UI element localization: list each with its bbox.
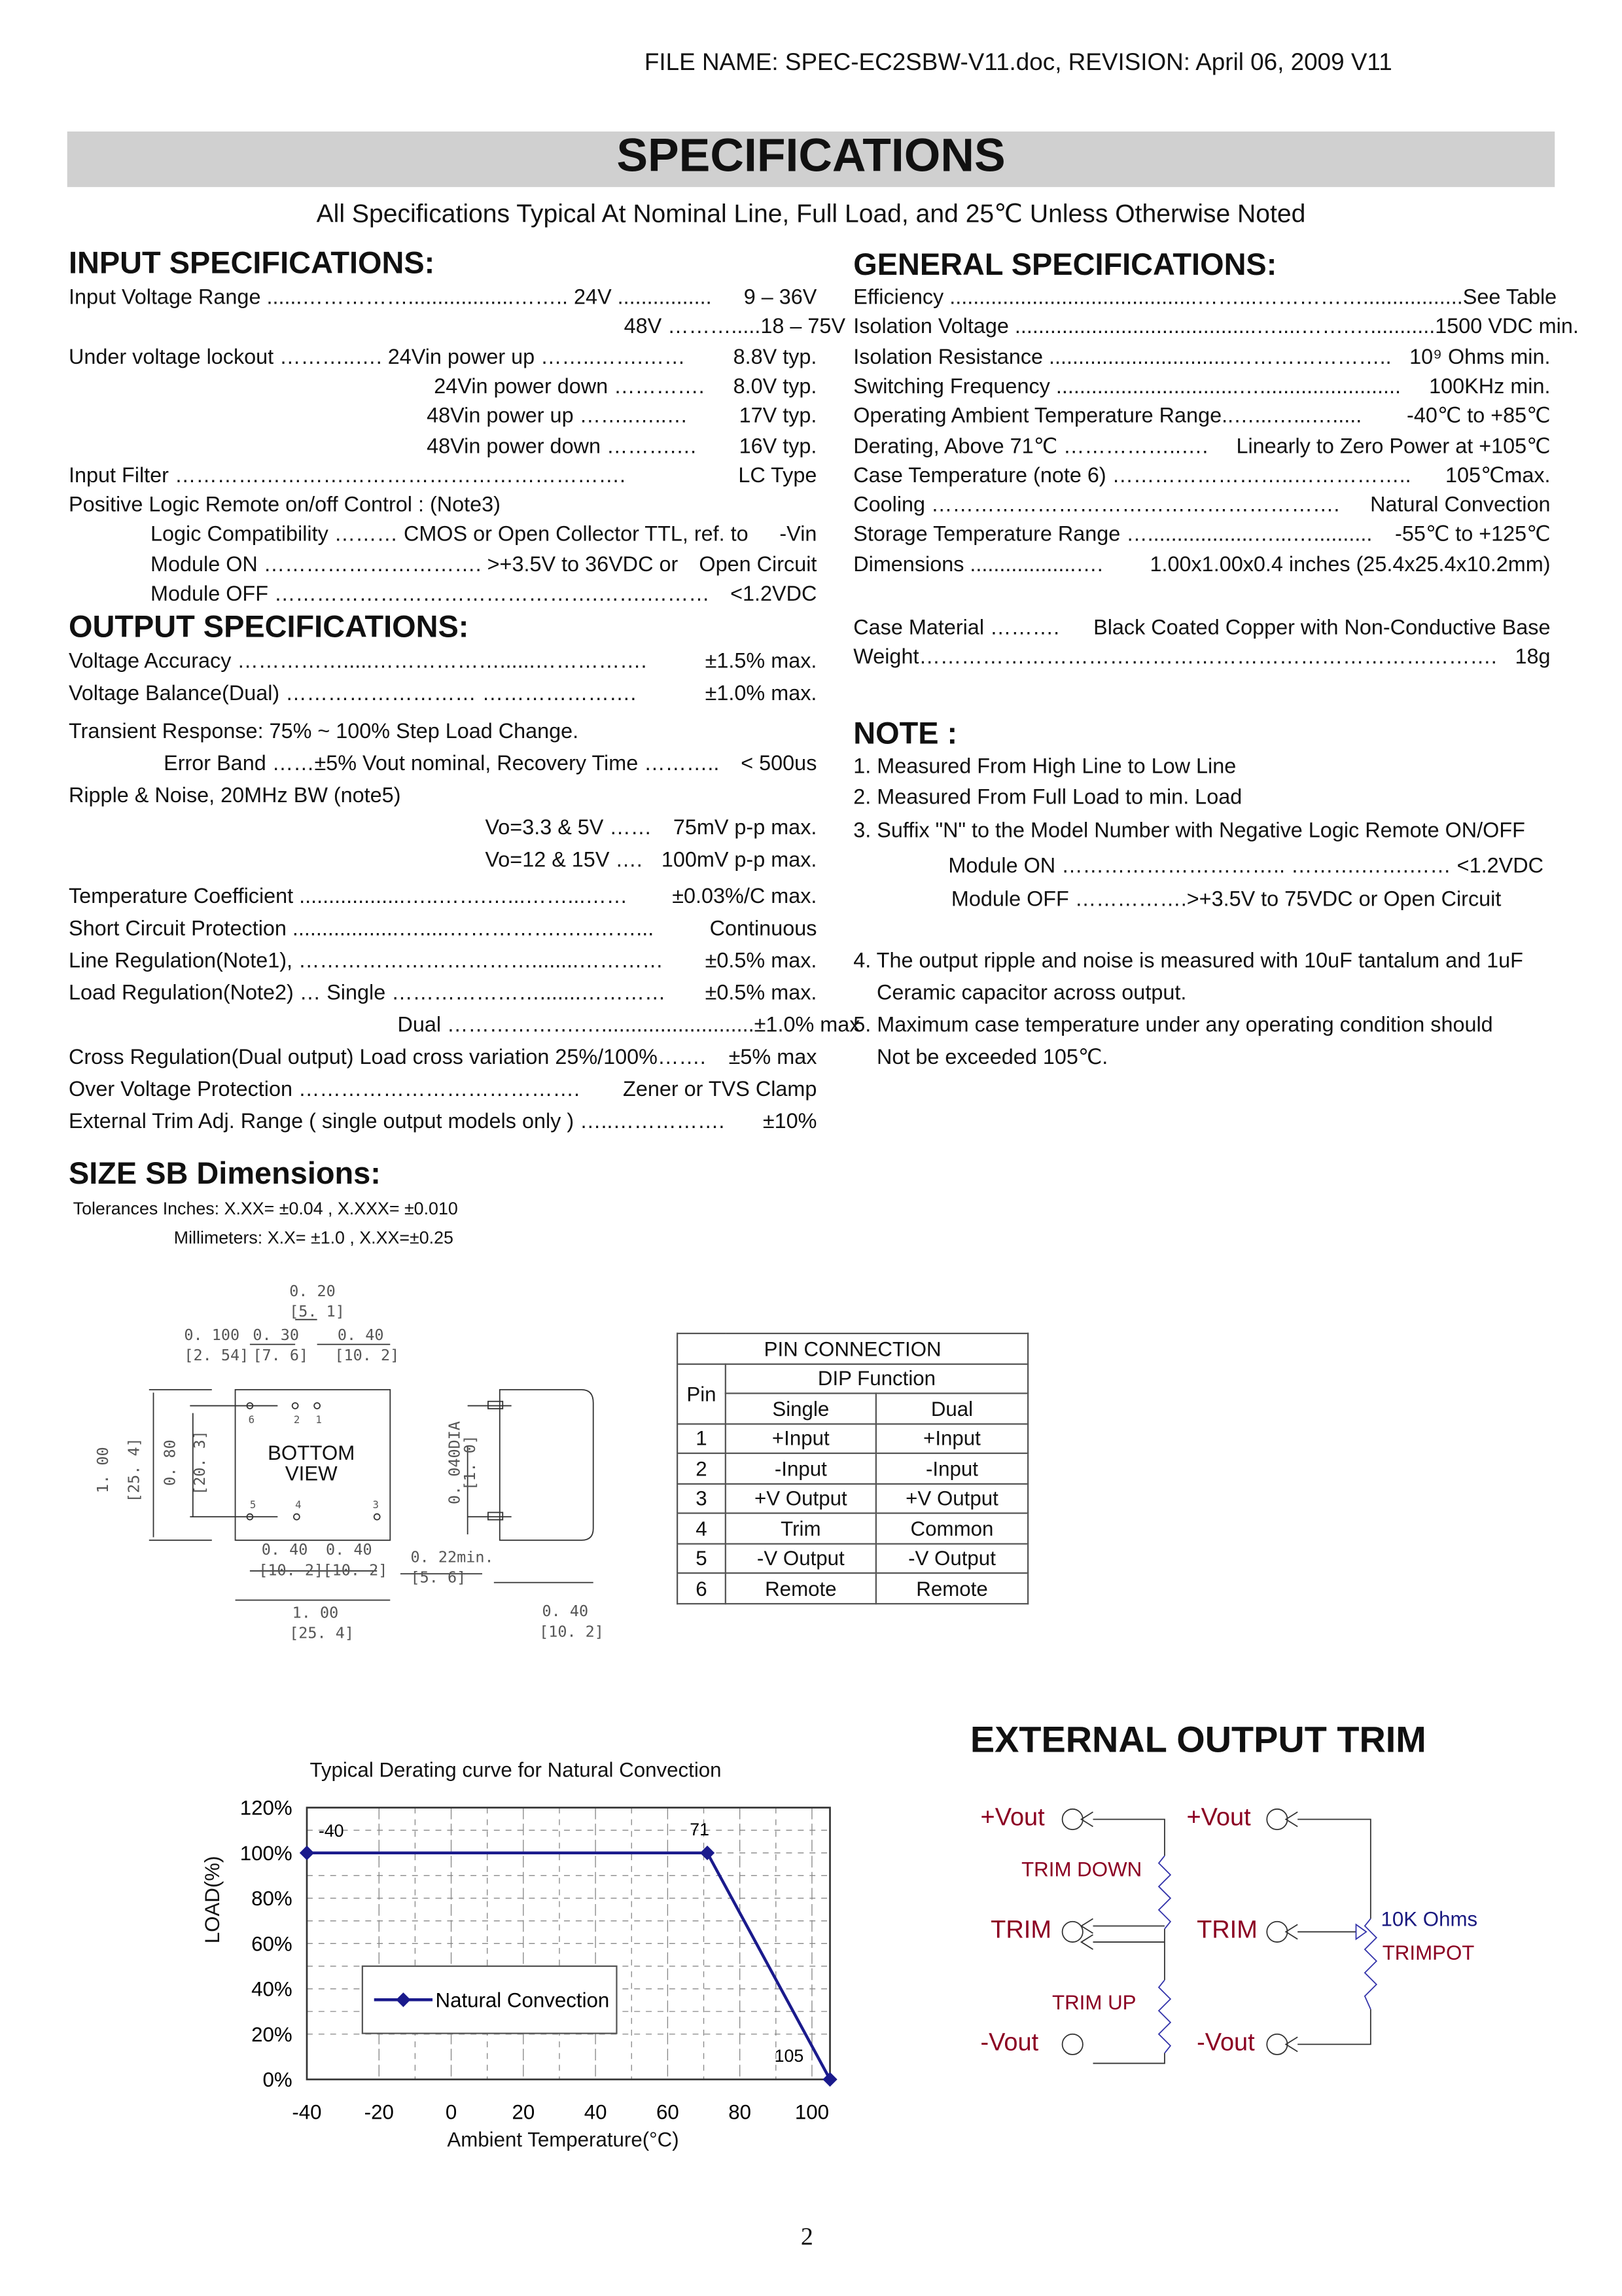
pin-number: 5 (249, 1499, 256, 1511)
pin-number: 6 (248, 1414, 255, 1426)
note-item: 5. Maximum case temperature under any operating condition should (853, 1014, 1493, 1038)
spec-line (150, 554, 817, 577)
pin-cell: 6 (677, 1573, 726, 1603)
point-annotation: 71 (690, 1820, 710, 1840)
spec-label: Dual ……………….….......................... (397, 1014, 754, 1038)
spec-line (69, 785, 817, 808)
spec-line (150, 523, 817, 547)
spec-value: ±0.5% max. (705, 981, 817, 1006)
pin-number: 2 (293, 1414, 300, 1426)
spec-line (853, 646, 1550, 670)
dip-header: DIP Function (726, 1364, 1028, 1394)
spec-value: 8.8V typ. (733, 345, 817, 370)
spec-line (69, 682, 817, 706)
spec-line (434, 376, 817, 399)
tolerances-inches: Tolerances Inches: X.XX= ±0.04 , X.XXX= ±0.010 (73, 1198, 458, 1219)
bottom-label: BOTTOM (268, 1441, 355, 1464)
spec-value: Natural Convection (1370, 494, 1551, 518)
spec-line (853, 376, 1550, 399)
trim-heading: EXTERNAL OUTPUT TRIM (970, 1720, 1426, 1761)
pin-table-title: PIN CONNECTION (677, 1333, 1028, 1364)
dim-label: 0. 040DIA (446, 1421, 464, 1505)
spec-label: Short Circuit Protection ..................….....…………….…..……... (68, 917, 654, 942)
page-title: SPECIFICATIONS (616, 128, 1006, 181)
dim-label: 0. 40 (326, 1542, 372, 1559)
spec-label: Module OFF ……………………………………….…….……… (150, 583, 710, 607)
spec-label: 24Vin power down …………. (434, 375, 705, 399)
x-tick-label: 0 (445, 2100, 457, 2124)
spec-label: Case Temperature (note 6) ……………………..…………….. (853, 464, 1411, 488)
spec-label: Cross Regulation(Dual output) Load cross variation 25%/100%……. (68, 1046, 706, 1070)
spec-line (150, 583, 817, 607)
y-tick-label: 60% (251, 1932, 292, 1956)
trim-down-label: TRIM DOWN (1021, 1857, 1142, 1881)
trim-left-vout-plus: +Vout (980, 1803, 1045, 1831)
spec-value: ±1.0% max (754, 1014, 860, 1038)
pin-cell: +Input (876, 1423, 1028, 1453)
pin-row (677, 1543, 1028, 1573)
spec-line (164, 752, 817, 776)
spec-line (853, 465, 1550, 488)
pin-cell: 4 (677, 1513, 726, 1544)
pin-cell: -V Output (876, 1543, 1028, 1573)
pin-cell: Trim (726, 1513, 876, 1544)
dim-label: 0. 80 (162, 1439, 180, 1486)
spec-line (485, 817, 817, 840)
trim-left-vout-minus: -Vout (980, 2028, 1039, 2057)
y-tick-label: 40% (251, 1977, 292, 2001)
spec-value: 18 – 75V (760, 316, 846, 340)
input-heading: INPUT SPECIFICATIONS: (68, 247, 435, 281)
note-item: 1. Measured From High Line to Low Line (853, 755, 1237, 779)
note-item: 2. Measured From Full Load to min. Load (853, 786, 1243, 810)
pin-cell: Common (876, 1513, 1028, 1544)
chart-ylabel: LOAD(%) (200, 1856, 224, 1944)
spec-value: 75mV p-p max. (673, 817, 817, 841)
spec-line (427, 434, 817, 458)
spec-value: ±1.0% max. (705, 682, 817, 706)
note-item: 3. Suffix "N" to the Model Number with Negative Logic Remote ON/OFF (853, 819, 1525, 843)
data-point (822, 2072, 837, 2087)
tolerances-mm: Millimeters: X.X= ±1.0 , X.XX=±0.25 (173, 1227, 453, 1248)
spec-value: Open Circuit (699, 553, 817, 577)
y-tick-label: 20% (251, 2022, 292, 2046)
pin-row (677, 1423, 1028, 1453)
spec-label: Vo=12 & 15V …. (485, 849, 643, 873)
spec-line (69, 345, 817, 369)
spec-label: Isolation Resistance ...............................………………….. (853, 345, 1392, 370)
dual-header: Dual (876, 1393, 1028, 1423)
spec-line (69, 1078, 817, 1102)
subtitle: All Specifications Typical At Nominal Line, Full Load, and 25℃ Unless Otherwise Noted (316, 198, 1306, 228)
pin-row (677, 1483, 1028, 1513)
dim-label: [7. 6] (253, 1347, 309, 1365)
spec-value: ±10% (762, 1110, 817, 1135)
x-tick-label: -40 (292, 2100, 322, 2124)
dim-label: [10. 2] (258, 1562, 324, 1580)
spec-value: Continuous (709, 917, 817, 942)
spec-label: 48Vin power down ……….… (427, 434, 697, 459)
spec-label: Derating, Above 71℃ ……………..…. (853, 434, 1208, 459)
dim-label: 1. 00 (292, 1604, 339, 1622)
dim-label: [1. 0] (461, 1435, 480, 1491)
spec-label: Transient Response: 75% ~ 100% Step Load Change. (68, 720, 579, 744)
data-point (700, 1846, 714, 1860)
spec-value: <1.2VDC (730, 583, 817, 607)
output-heading: OUTPUT SPECIFICATIONS: (68, 610, 469, 645)
spec-value: 1.00x1.00x0.4 inches (25.4x25.4x10.2mm) (1150, 553, 1551, 577)
pin-number: 4 (295, 1499, 302, 1511)
single-header: Single (726, 1393, 876, 1423)
spec-label: Ripple & Noise, 20MHz BW (note5) (68, 785, 401, 809)
dim-label: 0. 40 (542, 1602, 589, 1621)
x-tick-label: 100 (794, 2100, 830, 2124)
dim-label: [5. 6] (410, 1569, 467, 1587)
spec-value: LC Type (738, 464, 817, 488)
spec-label: Storage Temperature Range …..................…...….......... (853, 523, 1373, 548)
dim-label: 0. 30 (253, 1326, 299, 1345)
spec-label: Weight………………………………………………………………………. (853, 646, 1497, 670)
spec-label: Positive Logic Remote on/off Control : (Note3) (68, 494, 501, 518)
spec-label: Over Voltage Protection …………………………………. (68, 1078, 580, 1102)
spec-value: ±0.03%/C max. (672, 885, 817, 910)
spec-line (853, 286, 1557, 310)
spec-label: Logic Compatibility ……… CMOS or Open Collector TTL, ref. to (150, 523, 749, 548)
note-item: 4. The output ripple and noise is measured with 10uF tantalum and 1uF (853, 949, 1523, 974)
spec-label: Switching Frequency ...............................…........................ (853, 375, 1402, 399)
dim-label: [10. 2] (323, 1562, 388, 1580)
y-tick-label: 120% (239, 1796, 292, 1820)
spec-line (853, 554, 1550, 577)
pin-cell: +V Output (726, 1483, 876, 1513)
trim-up-label: TRIM UP (1051, 1990, 1137, 2014)
x-tick-label: 80 (728, 2100, 752, 2124)
dim-label: 0. 22min. (410, 1549, 494, 1567)
spec-label: Efficiency ..........................................……...……………................. (853, 286, 1463, 310)
spec-line (853, 316, 1579, 340)
spec-value: Zener or TVS Clamp (623, 1078, 817, 1102)
spec-value: See Table (1462, 286, 1557, 310)
spec-value: 100mV p-p max. (661, 849, 817, 873)
spec-label: Error Band ……±5% Vout nominal, Recovery Time ……….. (164, 752, 720, 776)
spec-label: Under voltage lockout ………..…. 24Vin power up ……..…….…… (68, 345, 686, 370)
notes-heading: NOTE : (853, 717, 958, 751)
pin-header: Pin (677, 1364, 726, 1424)
spec-label: Input Filter ………………………………………………………. (68, 464, 626, 488)
y-tick-label: 80% (251, 1887, 292, 1911)
pin-cell: Remote (726, 1573, 876, 1603)
pin-cell: 2 (677, 1453, 726, 1483)
dim-label: [10. 2] (334, 1347, 400, 1365)
trim-right-trim: TRIM (1197, 1915, 1258, 1944)
spec-value: ±1.5% max. (705, 650, 817, 674)
point-annotation: -40 (318, 1821, 344, 1841)
chart-xlabel: Ambient Temperature(°C) (447, 2127, 679, 2151)
spec-value: 17V typ. (739, 405, 817, 429)
spec-line (69, 650, 817, 674)
spec-line (69, 982, 817, 1006)
spec-value: 16V typ. (739, 434, 817, 459)
ohms-label: 10K Ohms (1381, 1907, 1478, 1931)
spec-line (853, 523, 1550, 547)
dim-label: 0. 20 (289, 1282, 336, 1301)
derating-chart (190, 1790, 877, 2170)
spec-line (69, 494, 817, 518)
spec-value: 100KHz min. (1429, 375, 1551, 399)
pin-cell: -Input (726, 1453, 876, 1483)
pin-cell: -Input (876, 1453, 1028, 1483)
spec-label: Module ON …………………………. >+3.5V to 36VDC or (150, 553, 679, 577)
spec-line (69, 1046, 817, 1070)
spec-label: 48V ………..... (624, 316, 761, 340)
dim-label: 0. 100 (184, 1326, 240, 1345)
spec-line (853, 405, 1550, 429)
spec-line (853, 616, 1550, 640)
x-tick-label: 60 (656, 2100, 679, 2124)
spec-label: Voltage Accuracy …………….....………………......……………. (68, 650, 647, 674)
pin-cell: +Input (726, 1423, 876, 1453)
chart-title: Typical Derating curve for Natural Convection (309, 1757, 722, 1782)
pin-cell: 3 (677, 1483, 726, 1513)
spec-value: Black Coated Copper with Non-Conductive Base (1093, 616, 1551, 641)
spec-label: Input Voltage Range ......……………..................…….. 24V ................ (68, 286, 712, 310)
point-annotation: 105 (774, 2046, 804, 2066)
spec-value: 1500 VDC min. (1435, 316, 1579, 340)
dim-label: 1. 00 (94, 1447, 113, 1493)
y-tick-label: 100% (239, 1841, 292, 1865)
spec-label: Vo=3.3 & 5V …… (485, 817, 652, 841)
spec-line (69, 1110, 817, 1134)
pin-row (677, 1453, 1028, 1483)
note-item: Module ON ………………………….. ……….…….…… <1.2VDC (948, 855, 1543, 879)
pin-cell: -V Output (726, 1543, 876, 1573)
spec-label: External Trim Adj. Range ( single output models only ) …..……………. (68, 1110, 725, 1135)
dim-label: [2. 54] (184, 1347, 249, 1365)
pin-number: 3 (372, 1499, 379, 1511)
bottom-view-label (268, 1442, 355, 1483)
spec-line (427, 405, 817, 429)
pin-number: 1 (315, 1414, 322, 1426)
spec-value: 18g (1515, 646, 1551, 670)
note-item: Module OFF …………….>+3.5V to 75VDC or Open Circuit (951, 888, 1502, 912)
pin-cell: Remote (876, 1573, 1028, 1603)
spec-value: 105℃max. (1445, 464, 1551, 488)
spec-line (485, 849, 817, 873)
file-name-header: FILE NAME: SPEC-EC2SBW-V11.doc, REVISION: April 06, 2009 V11 (644, 49, 1392, 77)
spec-line (69, 918, 817, 942)
spec-label: Operating Ambient Temperature Range..…...…...…..... (853, 405, 1362, 429)
pin-row (677, 1513, 1028, 1544)
spec-value: -Vin (779, 523, 817, 548)
trim-right-vout-minus: -Vout (1197, 2028, 1255, 2057)
spec-value: -55℃ to +125℃ (1395, 523, 1551, 548)
pin-row (677, 1573, 1028, 1603)
general-heading: GENERAL SPECIFICATIONS: (853, 248, 1277, 283)
pin-cell: 5 (677, 1543, 726, 1573)
spec-line (69, 465, 817, 488)
spec-label: Cooling …………………………………………………. (853, 494, 1340, 518)
pin-cell: +V Output (876, 1483, 1028, 1513)
x-tick-label: 40 (584, 2100, 607, 2124)
spec-label: Isolation Voltage .........................................…....…….…........... (853, 316, 1436, 340)
x-tick-label: 20 (512, 2100, 535, 2124)
spec-value: 10⁹ Ohms min. (1409, 345, 1551, 370)
spec-line (853, 345, 1550, 369)
spec-line (624, 316, 846, 340)
dim-label: [20. 3] (191, 1430, 209, 1495)
spec-value: ±5% max (728, 1046, 817, 1070)
page-number: 2 (800, 2222, 813, 2251)
spec-line (69, 885, 817, 909)
spec-value: 8.0V typ. (733, 375, 817, 399)
dim-label: [25. 4] (289, 1625, 355, 1643)
spec-label: Case Material ………. (853, 616, 1060, 641)
spec-label: Voltage Balance(Dual) ……………………… …………………. (68, 682, 637, 706)
x-tick-label: -20 (364, 2100, 394, 2124)
dim-label: [25. 4] (126, 1438, 144, 1503)
spec-label: Temperature Coefficient ..................…..…….…...……...…… (68, 885, 628, 910)
spec-value: -40℃ to +85℃ (1407, 405, 1551, 429)
spec-value: 9 – 36V (743, 286, 817, 310)
dim-label: [5. 1] (289, 1303, 345, 1321)
note-item: Not be exceeded 105℃. (876, 1046, 1108, 1070)
legend-label: Natural Convection (435, 1988, 610, 2012)
y-tick-label: 0% (262, 2068, 292, 2092)
spec-value: ±0.5% max. (705, 949, 817, 974)
spec-line (69, 287, 817, 310)
size-heading: SIZE SB Dimensions: (68, 1157, 381, 1192)
spec-line (397, 1014, 860, 1038)
data-point (300, 1846, 314, 1860)
view-label: VIEW (285, 1461, 338, 1485)
dim-label: 0. 40 (261, 1542, 308, 1559)
spec-label: Dimensions ..................…. (853, 553, 1103, 577)
spec-line (69, 950, 817, 974)
pin-cell: 1 (677, 1423, 726, 1453)
spec-line (853, 494, 1550, 518)
spec-value: < 500us (741, 752, 817, 776)
note-item: Ceramic capacitor across output. (876, 981, 1187, 1006)
spec-label: Load Regulation(Note2) … Single ………………….......………… (68, 981, 666, 1006)
trimpot-label: TRIMPOT (1382, 1940, 1475, 1964)
trim-right-vout-plus: +Vout (1186, 1803, 1251, 1831)
dim-label: [10. 2] (539, 1623, 604, 1641)
pin-connection-table (677, 1333, 1029, 1604)
spec-value: Linearly to Zero Power at +105℃ (1236, 434, 1551, 459)
dim-label: 0. 40 (337, 1326, 384, 1345)
spec-line (853, 434, 1550, 458)
spec-label: 48Vin power up ……..…..… (427, 405, 688, 429)
trim-left-trim: TRIM (991, 1915, 1051, 1944)
spec-label: Line Regulation(Note1), ……………………………........………… (68, 949, 663, 974)
spec-line (69, 720, 817, 744)
